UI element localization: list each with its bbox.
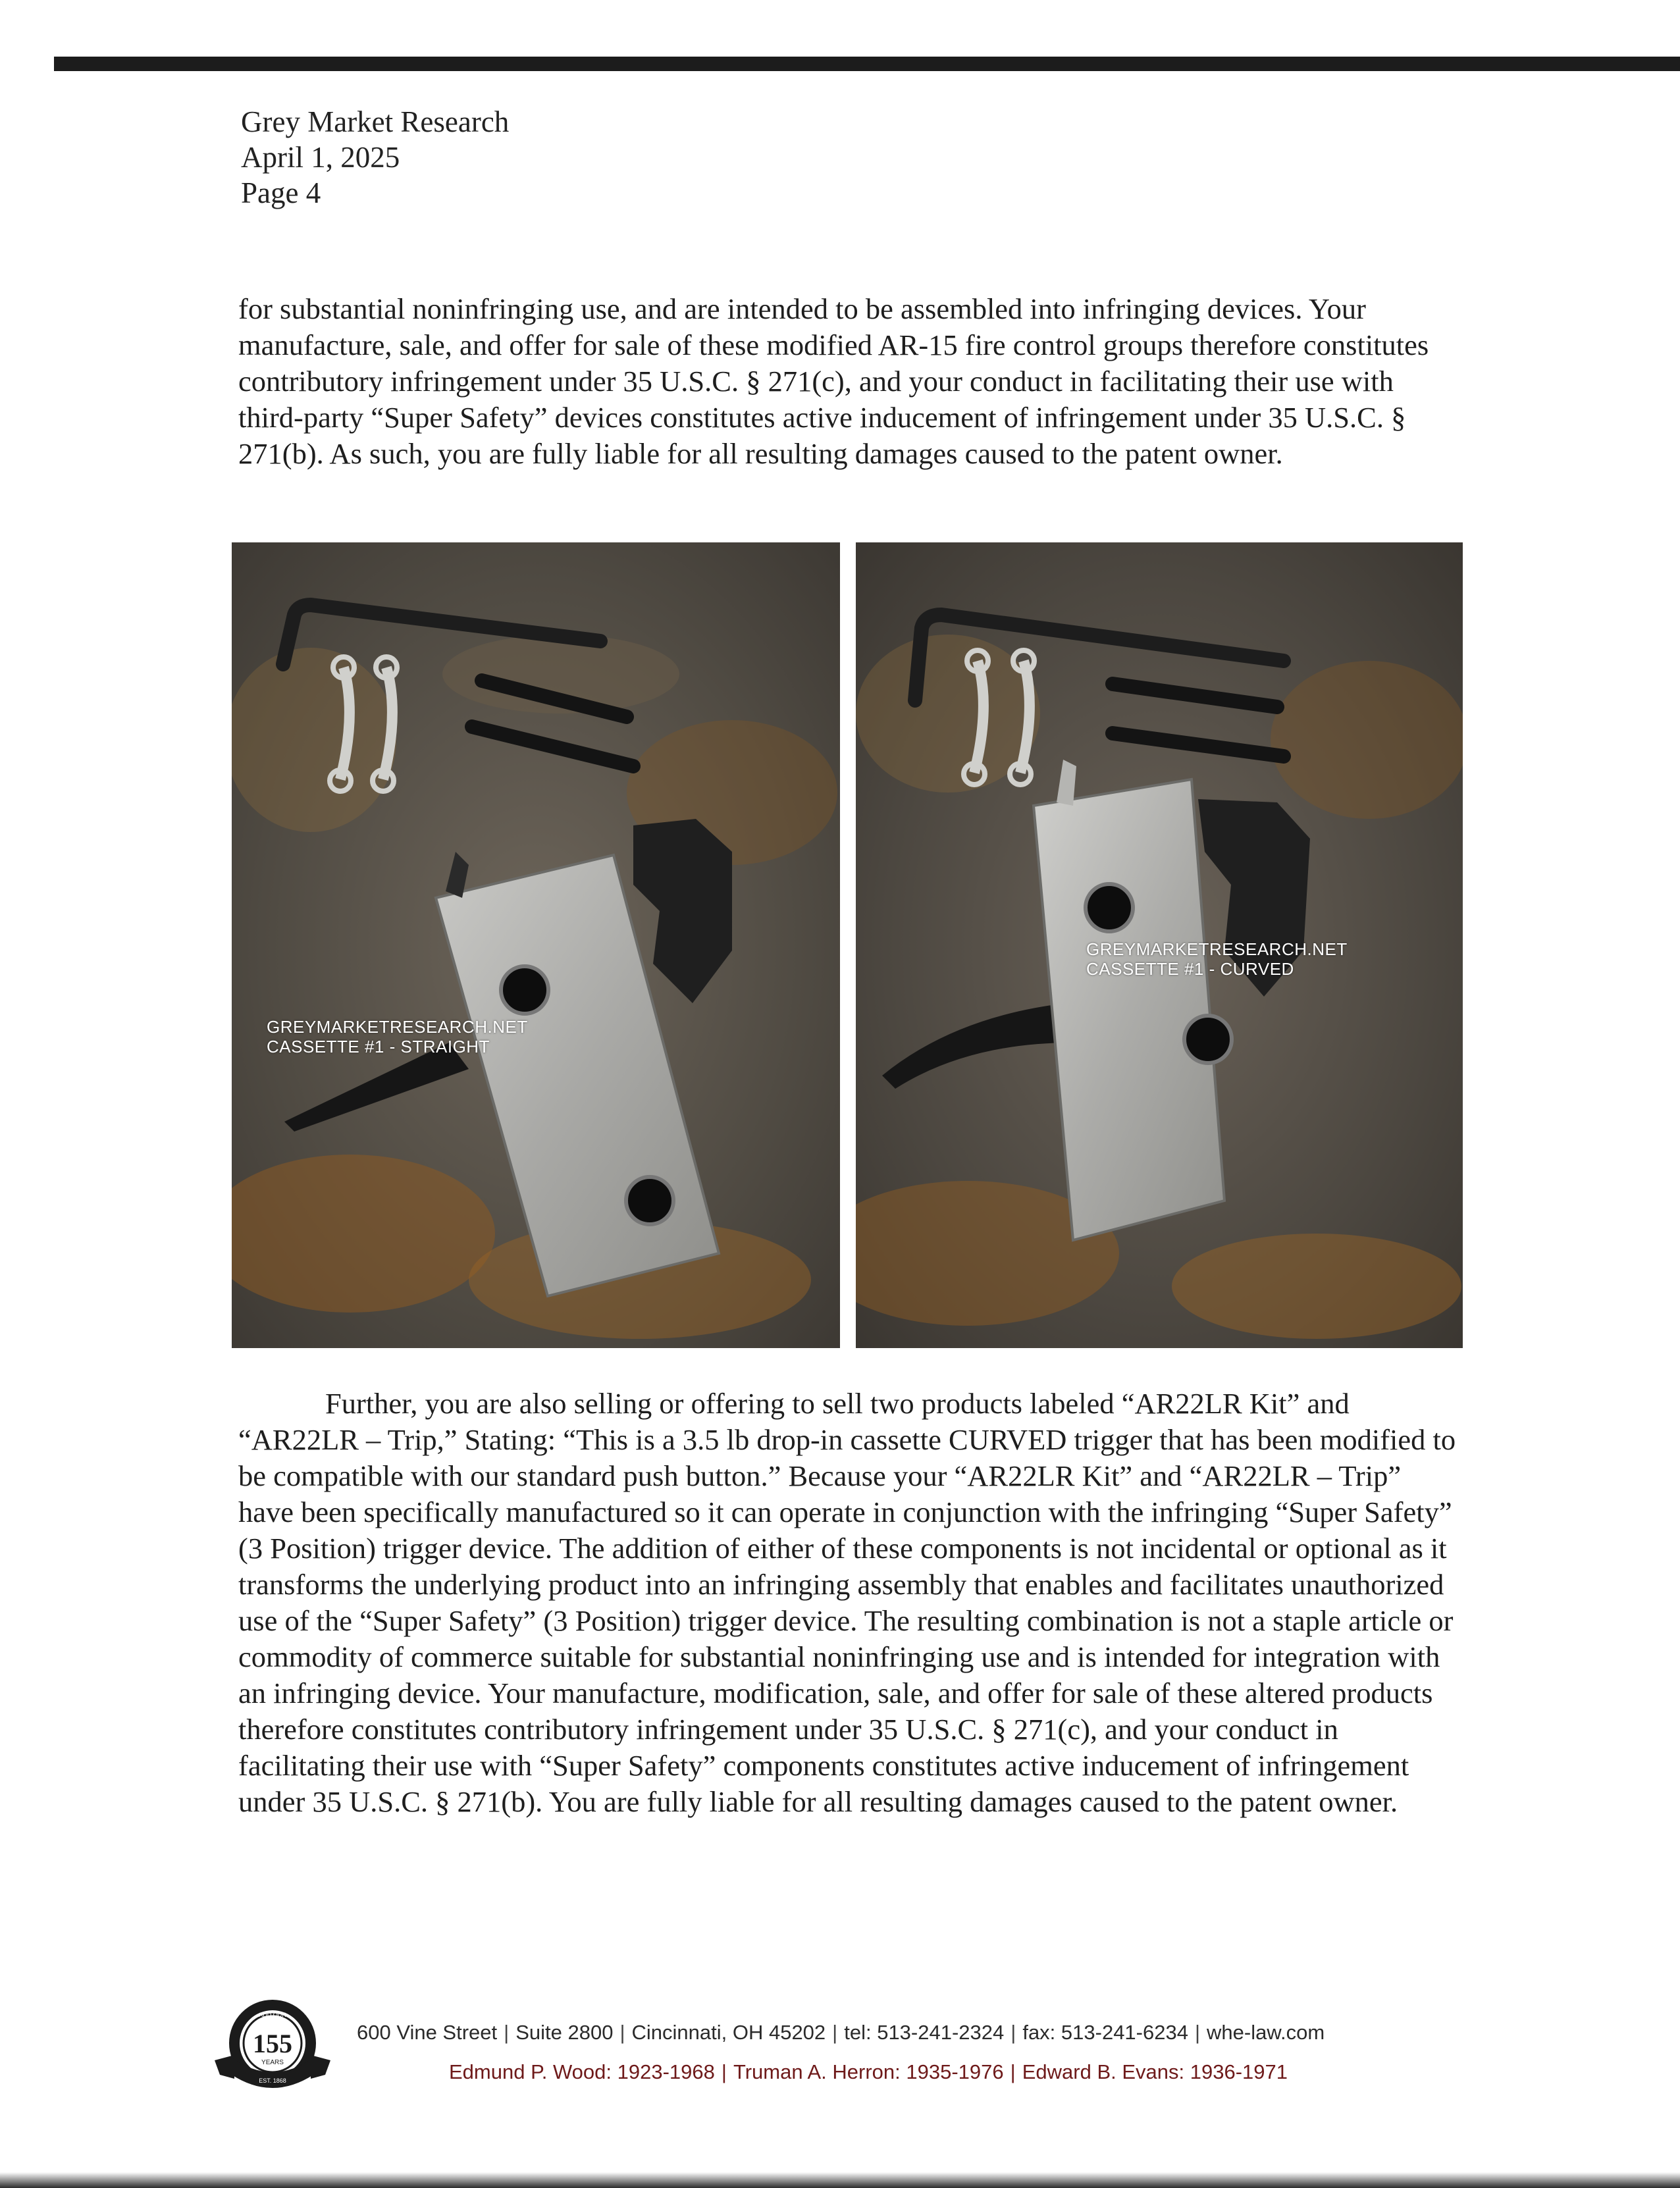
watermark-caption: CASSETTE #1 - CURVED [1086,959,1294,979]
photo-straight-image [232,542,840,1348]
logo-est: EST. 1868 [259,2077,286,2084]
page-number: Page 4 [241,176,321,209]
footer-suite: Suite 2800 [515,2021,614,2044]
founder-wood: Edmund P. Wood: 1923-1968 [449,2060,715,2083]
paragraph-1: for substantial noninfringing use, and are intended to be assembled into infringing devices. Your manufacture, sale, and offer for sale of these modified AR-15 fire control groups therefore constitutes contributory infringement under 35 U.S.C. § 271(c), and your conduct in facilitating their use with third-party “Super Safety” devices constitutes active inducement of infringement under 35 U.S.C. § 271(b). As such, you are fully liable for all resulting damages caused to the patent owner. [238,292,1429,470]
watermark-site: GREYMARKETRESEARCH.NET [267,1017,528,1037]
top-rule [54,57,1680,71]
recipient-name: Grey Market Research [241,105,510,138]
footer-tel: tel: 513-241-2324 [844,2021,1005,2044]
footer-city: Cincinnati, OH 45202 [631,2021,826,2044]
footer-website: whe-law.com [1207,2021,1325,2044]
founder-evans: Edward B. Evans: 1936-1971 [1022,2060,1288,2083]
founder-herron: Truman A. Herron: 1935-1976 [733,2060,1004,2083]
paragraph-2: Further, you are also selling or offering to sell two products labeled “AR22LR Kit” and “AR22LR – Trip,” Stating: “This is a 3.5 lb drop-in cassette CURVED trigger that has been modified to be compatible with our standard push button.” Because your “AR22LR Kit” and “AR22LR – Trip” have been specifically manufactured so it can operate in conjunction with the infringing “Super Safety” (3 Position) trigger device. The addition of either of these components is not incidental or optional as it transforms the underlying product into an infringing assembly that enables and facilitates unauthorized use of the “Super Safety” (3 Position) trigger device. The resulting combination is not a staple article or commodity of commerce suitable for substantial noninfringing use and is intended for integration with an infringing device. Your manufacture, modification, sale, and offer for sale of these altered products therefore constitutes contributory infringement under 35 U.S.C. § 271(c), and your conduct in facilitating their use with “Super Safety” components constitutes active inducement of infringement under 35 U.S.C. § 271(b). You are fully liable for all resulting damages caused to the patent owner. [238,1387,1456,1818]
watermark-site: GREYMARKETRESEARCH.NET [1086,939,1348,959]
logo-years: YEARS [261,2059,284,2066]
watermark-straight [267,1017,528,1056]
footer-fax: fax: 513-241-6234 [1022,2021,1188,2044]
letter-date: April 1, 2025 [241,141,400,174]
watermark-curved [1086,939,1348,979]
logo-number: 155 [253,2029,292,2058]
footer-founders-line: Edmund P. Wood: 1923-1968 | Truman A. Herron: 1935-1976 | Edward B. Evans: 1936-1971 [449,2060,1288,2083]
letter-header [241,104,509,211]
footer-contact-line: 600 Vine Street | Suite 2800 | Cincinnati, OH 45202 | tel: 513-241-2324 | fax: 513-241-6234 | whe-law.com [357,2021,1325,2044]
scan-bottom-edge [0,2172,1680,2188]
photo-cassette-straight [232,542,840,1348]
anniversary-seal-logo [208,1994,337,2100]
footer-address: 600 Vine Street [357,2021,498,2044]
watermark-caption: CASSETTE #1 - STRAIGHT [267,1037,490,1056]
logo-top-text: ADD OUR [259,2012,286,2018]
